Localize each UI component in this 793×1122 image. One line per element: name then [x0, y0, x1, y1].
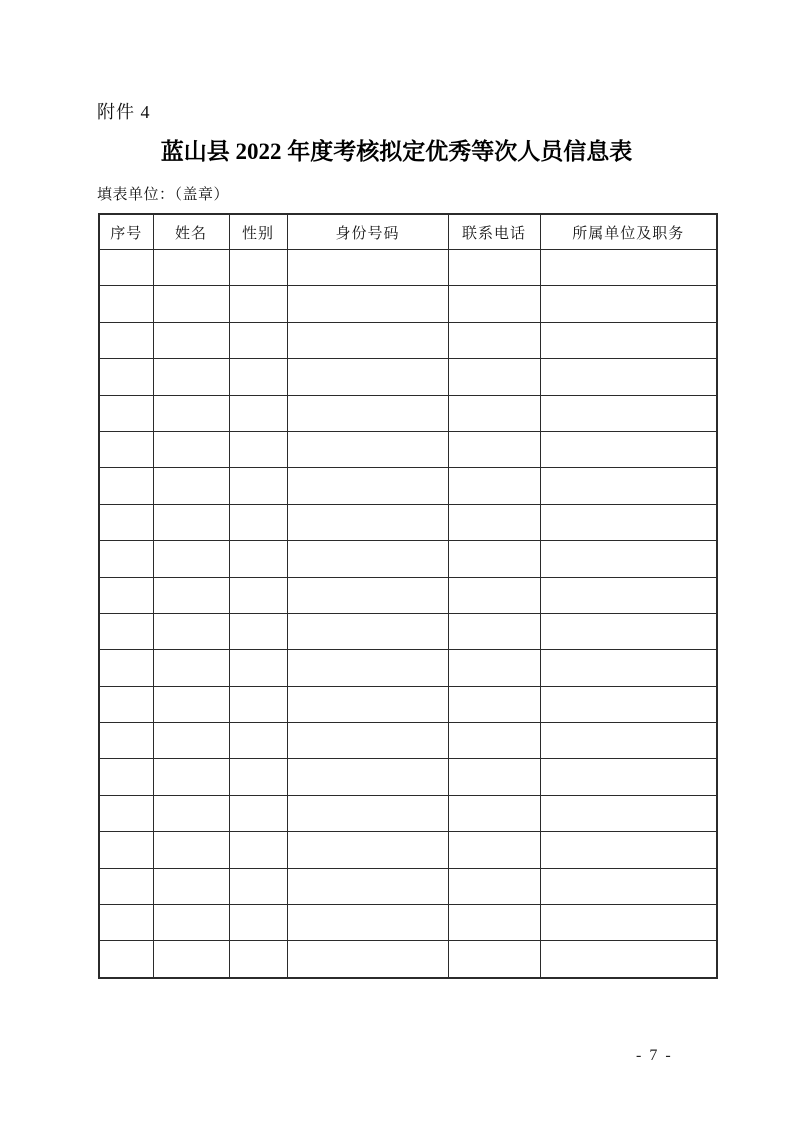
table-cell [229, 723, 287, 759]
table-cell [99, 650, 153, 686]
table-cell [229, 613, 287, 649]
table-cell [153, 686, 229, 722]
table-cell [99, 395, 153, 431]
table-cell [99, 250, 153, 286]
table-cell [287, 359, 448, 395]
table-cell [287, 832, 448, 868]
table-cell [540, 723, 717, 759]
table-row [99, 941, 717, 978]
table-cell [540, 577, 717, 613]
table-row [99, 613, 717, 649]
table-row [99, 395, 717, 431]
table-cell [153, 359, 229, 395]
table-row [99, 286, 717, 322]
table-row [99, 759, 717, 795]
table-cell [287, 941, 448, 978]
table-cell [540, 359, 717, 395]
table-cell [229, 359, 287, 395]
table-cell [287, 577, 448, 613]
personnel-info-table [98, 213, 718, 979]
table-cell [448, 941, 540, 978]
table-row [99, 541, 717, 577]
table-cell [448, 395, 540, 431]
table-cell [540, 759, 717, 795]
table-cell [153, 723, 229, 759]
table-cell [287, 868, 448, 904]
table-cell [229, 868, 287, 904]
table-cell [99, 577, 153, 613]
table-cell [540, 250, 717, 286]
table-cell [153, 577, 229, 613]
table-cell [99, 868, 153, 904]
table-cell [448, 832, 540, 868]
table-cell [229, 941, 287, 978]
table-cell [540, 941, 717, 978]
table-cell [99, 431, 153, 467]
table-cell [448, 431, 540, 467]
table-cell [229, 322, 287, 358]
table-cell [540, 868, 717, 904]
attachment-label: 附件 4 [97, 102, 151, 122]
table-header-row [99, 214, 717, 250]
table-cell [287, 795, 448, 831]
table-cell [448, 359, 540, 395]
table-cell [540, 504, 717, 540]
table-cell [153, 286, 229, 322]
table-cell [448, 613, 540, 649]
table-cell [99, 322, 153, 358]
table-cell [229, 541, 287, 577]
table-row [99, 650, 717, 686]
table-cell [229, 286, 287, 322]
table-cell [448, 686, 540, 722]
table-row [99, 431, 717, 467]
table-cell [540, 795, 717, 831]
table-cell [99, 832, 153, 868]
table-cell [287, 759, 448, 795]
table-cell [448, 504, 540, 540]
table-cell [540, 541, 717, 577]
table-cell [99, 941, 153, 978]
column-header-serial: 序号 [99, 214, 153, 250]
column-header-unit-position: 所属单位及职务 [540, 214, 717, 250]
table-row [99, 795, 717, 831]
table-cell [287, 613, 448, 649]
table-cell [229, 395, 287, 431]
table-cell [540, 468, 717, 504]
table-cell [287, 905, 448, 941]
table-row [99, 504, 717, 540]
table-cell [229, 468, 287, 504]
table-cell [153, 905, 229, 941]
table-cell [448, 250, 540, 286]
table-cell [229, 832, 287, 868]
table-cell [287, 250, 448, 286]
table-cell [448, 795, 540, 831]
table-row [99, 686, 717, 722]
table-cell [229, 759, 287, 795]
table-cell [229, 650, 287, 686]
table-cell [448, 322, 540, 358]
table-cell [153, 541, 229, 577]
table-cell [99, 359, 153, 395]
table-cell [287, 650, 448, 686]
table-cell [153, 795, 229, 831]
table-cell [448, 286, 540, 322]
table-row [99, 723, 717, 759]
table-cell [287, 723, 448, 759]
page-number: - 7 - [636, 1047, 673, 1064]
table-cell [229, 905, 287, 941]
table-cell [448, 759, 540, 795]
table-cell [153, 322, 229, 358]
table-cell [153, 431, 229, 467]
table-cell [448, 650, 540, 686]
table-cell [540, 686, 717, 722]
table-cell [153, 504, 229, 540]
table-cell [99, 504, 153, 540]
table-cell [229, 795, 287, 831]
table-cell [99, 613, 153, 649]
table-row [99, 250, 717, 286]
table-cell [99, 286, 153, 322]
table-cell [99, 795, 153, 831]
table-cell [540, 322, 717, 358]
table-cell [153, 759, 229, 795]
table-cell [448, 905, 540, 941]
table-cell [287, 468, 448, 504]
table-cell [153, 832, 229, 868]
form-unit-label: 填表单位：（盖章） [97, 187, 230, 203]
table-cell [540, 650, 717, 686]
table-cell [229, 504, 287, 540]
table-cell [287, 541, 448, 577]
table-cell [153, 250, 229, 286]
table-row [99, 577, 717, 613]
table-cell [153, 650, 229, 686]
table-cell [229, 686, 287, 722]
column-header-id-number: 身份号码 [287, 214, 448, 250]
page-title: 蓝山县 2022 年度考核拟定优秀等次人员信息表 [160, 139, 633, 164]
table-cell [287, 504, 448, 540]
table-row [99, 868, 717, 904]
table-row [99, 468, 717, 504]
table-cell [540, 613, 717, 649]
table-cell [540, 832, 717, 868]
table-cell [540, 286, 717, 322]
table-cell [229, 250, 287, 286]
table-cell [99, 905, 153, 941]
table-row [99, 322, 717, 358]
table-cell [287, 395, 448, 431]
table-cell [153, 613, 229, 649]
table-row [99, 359, 717, 395]
table-cell [229, 577, 287, 613]
table-cell [287, 431, 448, 467]
column-header-phone: 联系电话 [448, 214, 540, 250]
table-row [99, 905, 717, 941]
table-cell [448, 577, 540, 613]
table-cell [153, 468, 229, 504]
table-cell [540, 431, 717, 467]
table-cell [153, 941, 229, 978]
column-header-name: 姓名 [153, 214, 229, 250]
table-cell [99, 468, 153, 504]
table-cell [287, 286, 448, 322]
table-cell [153, 868, 229, 904]
table-cell [540, 905, 717, 941]
table-cell [229, 431, 287, 467]
table-cell [448, 723, 540, 759]
table-cell [448, 541, 540, 577]
table-cell [99, 686, 153, 722]
column-header-gender: 性别 [229, 214, 287, 250]
table-row [99, 832, 717, 868]
table-cell [99, 541, 153, 577]
table-cell [448, 468, 540, 504]
table-cell [99, 759, 153, 795]
table-cell [540, 395, 717, 431]
table-cell [99, 723, 153, 759]
table-cell [153, 395, 229, 431]
table-cell [287, 686, 448, 722]
table-cell [448, 868, 540, 904]
table-cell [287, 322, 448, 358]
